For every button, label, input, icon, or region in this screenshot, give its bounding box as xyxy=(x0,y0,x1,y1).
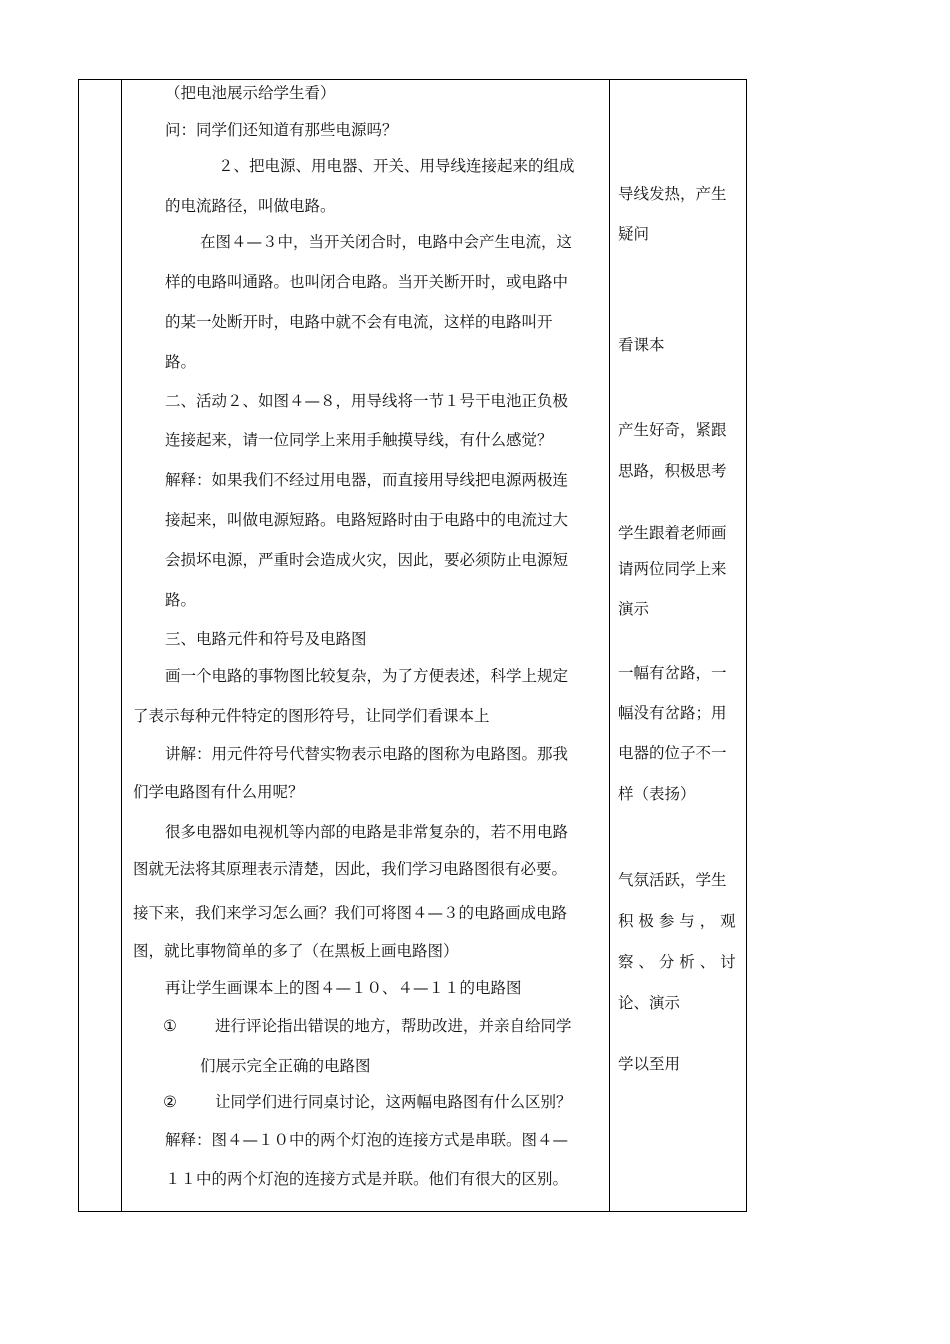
text-line: （把电池展示给学生看） xyxy=(165,84,336,102)
text-line: 样的电路叫通路。也叫闭合电路。当开关断开时，或电路中 xyxy=(165,273,569,291)
text-line: 积 极 参 与 ， 观 xyxy=(618,912,736,930)
text-line: ２、把电源、用电器、开关、用导线连接起来的组成 xyxy=(218,157,575,175)
text-line: 幅没有岔路；用 xyxy=(618,704,727,722)
text-line: 进行评论指出错误的地方，帮助改进，并亲自给同学 xyxy=(215,1017,572,1035)
text-line: 了表示每种元件特定的图形符号，让同学们看课本上 xyxy=(133,707,490,725)
text-line: 察 、 分 析 、 讨 xyxy=(618,953,736,971)
text-line: 解释：如果我们不经过用电器，而直接用导线把电源两极连 xyxy=(165,471,569,489)
text-line: 论、演示 xyxy=(618,994,681,1012)
text-line: 气氛活跃，学生 xyxy=(618,871,727,889)
list-marker: ② xyxy=(163,1093,177,1111)
text-line: 疑问 xyxy=(618,225,650,243)
text-line: 会损坏电源，严重时会造成火灾，因此，要必须防止电源短 xyxy=(165,551,569,569)
text-line: 问：同学们还知道有那些电源吗？ xyxy=(165,121,398,139)
text-line: 电器的位子不一 xyxy=(618,744,727,762)
text-line: 画一个电路的事物图比较复杂，为了方便表述，科学上规定 xyxy=(165,667,569,685)
text-line: 的某一处断开时，电路中就不会有电流，这样的电路叫开 xyxy=(165,313,553,331)
lesson-table xyxy=(78,79,747,1212)
teacher-activity-column xyxy=(122,80,609,1211)
text-line: 们展示完全正确的电路图 xyxy=(200,1057,371,1075)
section-heading: 二、活动２、如图４—８，用导线将一节１号干电池正负极 xyxy=(165,392,569,410)
text-line: 讲解：用元件符号代替实物表示电路的图称为电路图。那我 xyxy=(165,745,569,763)
text-line: 学以至用 xyxy=(618,1055,681,1073)
text-line: 样（表扬） xyxy=(618,785,696,803)
list-marker: ① xyxy=(163,1017,177,1035)
text-line: 路。 xyxy=(165,591,197,609)
text-line: 学生跟着老师画 xyxy=(618,524,727,542)
text-line: 的电流路径，叫做电路。 xyxy=(165,197,336,215)
text-line: 请两位同学上来 xyxy=(618,560,727,578)
text-line: 们学电路图有什么用呢？ xyxy=(133,783,304,801)
text-line: 演示 xyxy=(618,600,650,618)
text-line: 图就无法将其原理表示清楚，因此，我们学习电路图很有必要。 xyxy=(133,860,568,878)
text-line: 接起来，叫做电源短路。电路短路时由于电路中的电流过大 xyxy=(165,511,569,529)
section-heading: 三、电路元件和符号及电路图 xyxy=(165,630,367,648)
text-line: 路。 xyxy=(165,353,197,371)
text-line: 在图４—３中，当开关闭合时，电路中会产生电流，这 xyxy=(200,233,573,251)
text-line: 导线发热，产生 xyxy=(618,185,727,203)
student-activity-column xyxy=(610,80,747,1211)
text-line: 很多电器如电视机等内部的电路是非常复杂的，若不用电路 xyxy=(165,823,569,841)
text-line: 图，就比事物简单的多了（在黑板上画电路图） xyxy=(133,942,459,960)
text-line: 让同学们进行同桌讨论，这两幅电路图有什么区别？ xyxy=(215,1093,572,1111)
text-line: 看课本 xyxy=(618,336,665,354)
text-line: 再让学生画课本上的图４—１０、４—１１的电路图 xyxy=(165,979,522,997)
text-line: 接下来，我们来学习怎么画？我们可将图４—３的电路画成电路 xyxy=(133,904,568,922)
text-line: 解释：图４—１０中的两个灯泡的连接方式是串联。图４— xyxy=(165,1131,569,1149)
text-line: １１中的两个灯泡的连接方式是并联。他们有很大的区别。 xyxy=(165,1170,569,1188)
text-line: 思路，积极思考 xyxy=(618,462,727,480)
text-line: 一幅有岔路，一 xyxy=(618,664,727,682)
text-line: 连接起来，请一位同学上来用手触摸导线，有什么感觉？ xyxy=(165,431,553,449)
text-line: 产生好奇，紧跟 xyxy=(618,421,727,439)
